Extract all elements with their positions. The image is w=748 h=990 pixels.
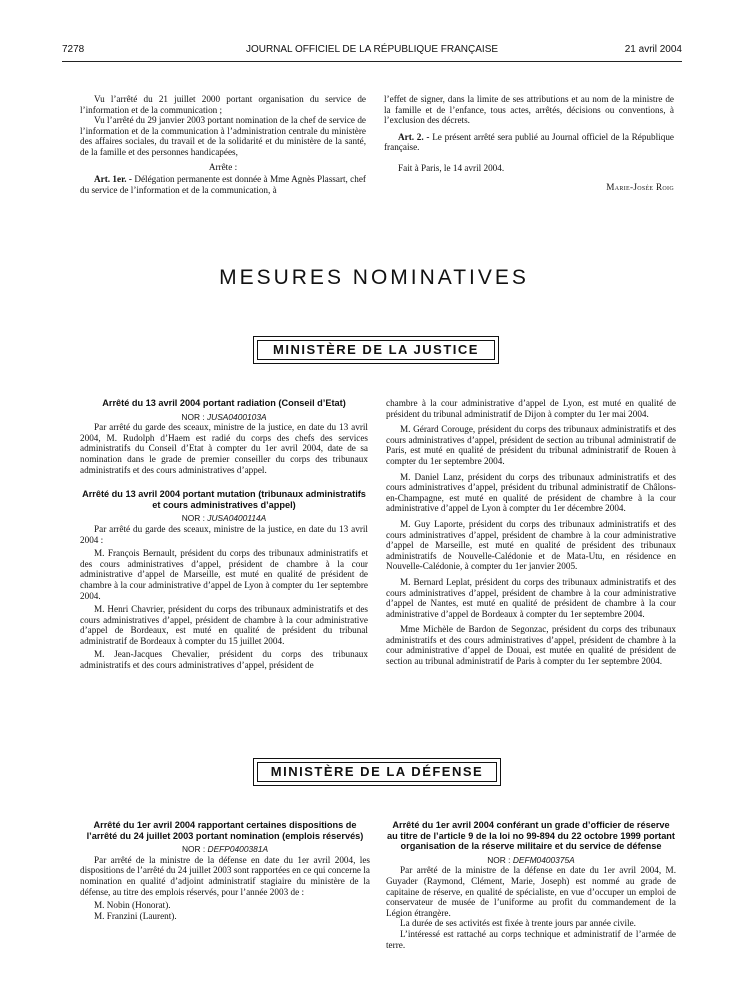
continuation-paragraph: l’effet de signer, dans la limite de ses attributions et au nom de la ministre de la famille et de l’enfance, tous actes, arrêtés, décisions ou conventions, à l’exclusion des décrets. [384, 94, 674, 126]
arrete-paragraph: M. Gérard Corouge, président du corps des tribunaux administratifs et des cours administratives d’appel, président de section au tribunal administratif de Paris, est muté en qualité de président du tribunal administratif de Rouen à compter du 1er septembre 2004. [386, 424, 676, 466]
page-number: 7278 [62, 44, 85, 55]
nor-label: NOR : [487, 854, 511, 865]
nor-label: NOR : [181, 411, 205, 422]
section-title: MESURES NOMINATIVES [219, 266, 529, 289]
nor-label: NOR : [181, 513, 205, 524]
article-1-label: Art. 1er. - [94, 174, 132, 185]
nor-code: DEFP0400381A [207, 844, 269, 855]
fait-a-paris: Fait à Paris, le 14 avril 2004. [398, 162, 505, 173]
arrete-paragraph: Mme Michèle de Bardon de Segonzac, président du corps des tribunaux administratifs et des cours administratives d’appel, président de chambre à la cour administrative d’appel de Douai, est mutée en qualité de président de section au tribunal administratif de Paris à compter du 1er septembre 2004. [386, 624, 676, 667]
issue-date: 21 avril 2004 [624, 44, 682, 55]
arrete-paragraph: M. Daniel Lanz, président du corps des tribunaux administratifs et des cours administratives d’appel, président du tribunal administratif de Châlons-en-Champagne, est muté en qualité de président de chambre à la cour administrative d’appel de Lyon à compter du 1er décembre 2004. [386, 471, 676, 514]
arrete-paragraph: M. Henri Chavrier, président du corps des tribunaux administratifs et des cours administratives d’appel, président de chambre à la cour administrative d’appel de Bordeaux, est muté en qualité de président du tribunal administratif de Bordeaux à compter du 15 juillet 2004. [80, 604, 368, 646]
header-rule [62, 61, 682, 62]
arrete-paragraph: M. François Bernault, président du corps des tribunaux administratifs et des cours administratives d’appel, président de chambre à la cour administrative d’appel de Marseille, est muté en qualité de président de chambre à la cour administrative d’appel de Lyon à compter du 1er septembre 2004. [80, 548, 368, 601]
nor-reference [386, 855, 676, 866]
article-2-label: Art. 2. - [398, 131, 430, 142]
arrete-title: Arrêté du 13 avril 2004 portant mutation (tribunaux administratifs et cours administratives d’appel) [82, 489, 366, 510]
arrete-paragraph: Par arrêté du garde des sceaux, ministre de la justice, en date du 13 avril 2004, M. Rudolph d’Haem est radié du corps des chefs des services administratifs du Conseil d’Etat à compter du 1er avril 2004, date de sa nomination dans le grade de premier conseiller du corps des tribunaux administratifs et des cours administratives d’appel. [80, 422, 368, 475]
arrete-paragraph: chambre à la cour administrative d’appel de Lyon, est muté en qualité de président du tribunal administratif de Dijon à compter du 1er mai 2004. [386, 398, 676, 419]
nor-code: JUSA0400114A [207, 513, 267, 524]
name-entry: M. Nobin (Honorat). [94, 900, 171, 911]
nor-reference [80, 513, 368, 524]
signature: Marie-Josée Roig [606, 181, 674, 192]
page-header [62, 44, 682, 58]
arrete-title: Arrêté du 13 avril 2004 portant radiation (Conseil d’Etat) [102, 398, 346, 408]
defense-left-column [80, 820, 370, 921]
arrete-label: Arrête : [208, 161, 238, 172]
top-right-column [384, 94, 674, 192]
journal-title: JOURNAL OFFICIEL DE LA RÉPUBLIQUE FRANÇAISE [245, 44, 499, 55]
justice-right-column [386, 398, 676, 667]
arrete-paragraph: Par arrêté du garde des sceaux, ministre de la justice, en date du 13 avril 2004 : [80, 523, 368, 545]
arrete-paragraph: La durée de ses activités est fixée à trente jours par année civile. [400, 918, 636, 929]
nor-label: NOR : [181, 844, 206, 855]
arrete-paragraph: M. Jean-Jacques Chevalier, président du corps des tribunaux administratifs et des cours administratives d’appel, président de [80, 649, 368, 671]
justice-left-column [80, 398, 368, 671]
defense-right-column [386, 820, 676, 950]
nor-code: DEFM0400375A [512, 854, 575, 865]
arrete-paragraph: M. Bernard Leplat, président du corps des tribunaux administratifs et des cours administratives d’appel, président de chambre à la cour administrative d’appel de Nantes, est muté en qualité de président de chambre à la cour administrative d’appel de Bordeaux à compter du 1er septembre 2004. [386, 576, 676, 619]
arrete-paragraph: M. Guy Laporte, président du corps des tribunaux administratifs et des cours administratives d’appel, président de chambre à la cour administrative d’appel de Marseille, est muté en qualité de président des tribunaux administratifs de Nouvelle-Calédonie et de Mata-Utu, en résidence en Nouvelle-Calédonie, à compter du 1er janvier 2005. [386, 518, 676, 572]
nor-reference [80, 844, 370, 855]
nor-reference [80, 412, 368, 423]
ministry-title: MINISTÈRE DE LA JUSTICE [257, 340, 495, 360]
article-1 [80, 174, 366, 195]
top-left-column [80, 94, 366, 195]
nor-code: JUSA0400103A [206, 411, 267, 422]
ministry-box-defense [253, 758, 501, 786]
arrete-paragraph: Par arrêté de la ministre de la défense en date du 1er avril 2004, M. Guyader (Raymond, Clément, Marie, Joseph) est nommé au grade de capitaine de réserve, en qualité de spécialiste, en vue d’occuper un emploi de conservateur de musée de l’uniforme au profit du commandement de la Légion étrangère. [386, 865, 676, 918]
article-2 [384, 132, 674, 153]
visa-paragraph: Vu l’arrêté du 29 janvier 2003 portant nomination de la chef de service de l’information et de la communication à l’administration centrale du ministère des affaires sociales, du travail et de la solidarité et du ministère de la santé, de la famille et des personnes handicapées, [80, 115, 366, 157]
ministry-box-justice [253, 336, 499, 364]
arrete-paragraph: Par arrêté de la ministre de la défense en date du 1er avril 2004, les dispositions de l’arrêté du 24 juillet 2003 sont rapportées en ce qui concerne la nomination en qualité d’adjoint administratif stagiaire du ministère de la défense, au titre des emplois réservés, pour l’année 2003 de : [80, 854, 370, 897]
arrete-title: Arrêté du 1er avril 2004 rapportant certaines dispositions de l’arrêté du 24 juillet 2003 portant nomination (emplois réservés) [86, 820, 364, 841]
name-entry: M. Franzini (Laurent). [94, 910, 177, 921]
article-2-text: Le présent arrêté sera publié au Journal officiel de la République française. [384, 131, 674, 153]
arrete-title: Arrêté du 1er avril 2004 conférant un grade d’officier de réserve au titre de l’article 9 de la loi no 99-894 du 22 octobre 1999 portant organisation de la réserve militaire et du service de défense [387, 820, 675, 852]
arrete-paragraph: L’intéressé est rattaché au corps technique et administratif de l’armée de terre. [386, 928, 676, 950]
article-1-text: Délégation permanente est donnée à Mme Agnès Plassart, chef du service de l’information et de la communication, à [80, 174, 366, 195]
ministry-title: MINISTÈRE DE LA DÉFENSE [257, 762, 497, 782]
visa-paragraph: Vu l’arrêté du 21 juillet 2000 portant organisation du service de l’information et de la communication ; [80, 94, 366, 115]
